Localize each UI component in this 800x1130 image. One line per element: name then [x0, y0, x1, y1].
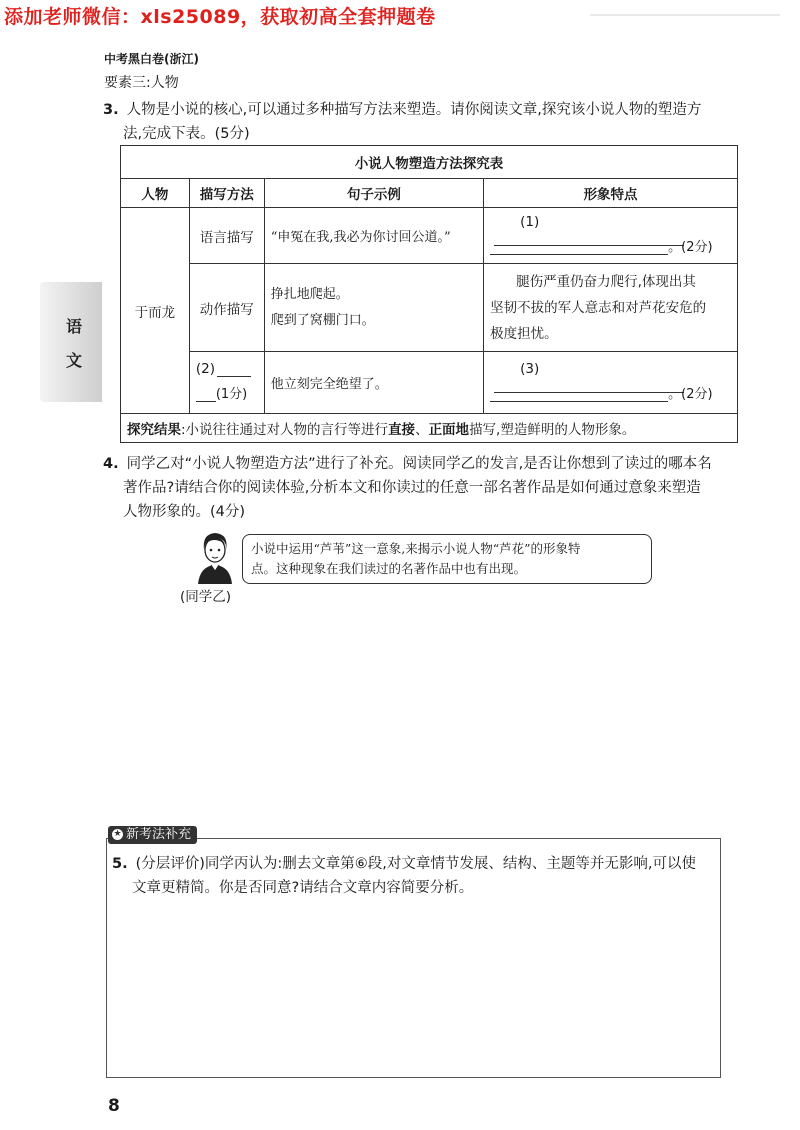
q3-line-2: 法,完成下表。(5分)	[123, 126, 250, 142]
row2-example-line-2: 爬到了窝棚门口。	[270, 312, 375, 328]
blank-3-label: (3)	[520, 360, 540, 377]
blank-1-label: (1)	[520, 213, 540, 230]
result-row	[121, 414, 738, 443]
watermark-banner: 添加老师微信：xls25089，获取初高全套押题卷	[4, 6, 436, 28]
bubble-line-2: 点。这种现象在我们读过的名著作品中也有出现。	[251, 561, 527, 576]
question-5	[112, 852, 717, 900]
blank-2-line-a	[217, 376, 251, 377]
box-dashed-top	[203, 838, 720, 839]
row2-trait-line-3: 极度担忧。	[490, 325, 558, 342]
side-tab-char-1: 语	[66, 317, 83, 336]
q3-line-1: 人物是小说的核心,可以通过多种描写方法来塑造。请你阅读文章,探究该小说人物的塑造方	[126, 102, 702, 118]
book-header: 中考黑白卷(浙江)	[104, 52, 199, 66]
header-method: 描写方法	[189, 179, 264, 208]
blank-3-score: 。(2分)	[668, 386, 713, 402]
header-trait: 形象特点	[484, 179, 738, 208]
result-text-a: :小说往往通过对人物的言行等进行	[181, 422, 389, 438]
result-bold-2: 正面地	[428, 422, 470, 438]
row2-example	[264, 264, 483, 352]
question-3	[103, 98, 743, 146]
bubble-line-1: 小说中运用“芦苇”这一意象,来揭示小说人物“芦花”的形象特	[251, 541, 581, 556]
q5-line-1: (分层评价)同学丙认为:删去文章第⑥段,对文章情节发展、结构、主题等并无影响,可以使	[135, 856, 697, 872]
blank-2-score: (1分)	[215, 386, 248, 402]
row1-trait-blank[interactable]	[484, 208, 738, 264]
row2-trait-line-2: 坚韧不拔的军人意志和对芦花安危的	[490, 299, 707, 316]
row2-method: 动作描写	[189, 264, 264, 352]
character-name: 于而龙	[121, 208, 190, 414]
result-text-b: 描写,塑造鲜明的人物形象。	[469, 422, 636, 438]
q4-line-1: 同学乙对“小说人物塑造方法”进行了补充。阅读同学乙的发言,是否让你想到了读过的哪本名	[126, 456, 712, 472]
speech-bubble	[242, 534, 652, 584]
question-4	[103, 452, 743, 524]
result-sep: 、	[415, 422, 429, 438]
page-number: 8	[108, 1096, 120, 1116]
row2-example-line-1: 挣扎地爬起。	[270, 286, 349, 302]
new-method-tag	[108, 826, 197, 844]
row3-trait-blank[interactable]	[484, 352, 738, 414]
student-avatar	[192, 528, 238, 584]
row3-method-blank[interactable]	[189, 352, 264, 414]
section-title: 要素三:人物	[104, 75, 179, 91]
blank-1-line-b	[490, 254, 668, 255]
blank-2-label: (2)	[195, 360, 215, 377]
q4-number: 4.	[103, 456, 119, 472]
blank-3-line-b	[490, 401, 668, 402]
q4-line-3: 人物形象的。(4分)	[123, 504, 246, 520]
blank-2-line-b	[196, 401, 216, 402]
character-method-table	[120, 145, 738, 443]
blank-1-score: 。(2分)	[668, 239, 713, 255]
row2-trait-line-1: 腿伤严重仍奋力爬行,体现出其	[516, 273, 696, 290]
avatar-caption: (同学乙)	[180, 589, 232, 605]
new-method-label: 新考法补充	[126, 827, 192, 842]
q4-line-2: 著作品?请结合你的阅读体验,分析本文和你读过的任意一部名著作品是如何通过意象来塑造	[123, 480, 701, 496]
q5-line-2: 文章更精简。你是否同意?请结合文章内容简要分析。	[132, 880, 474, 896]
q5-number: 5.	[112, 856, 128, 872]
header-character: 人物	[121, 179, 190, 208]
result-bold-1: 直接	[388, 422, 416, 438]
subject-side-tab	[40, 282, 102, 402]
result-label: 探究结果	[127, 422, 181, 438]
side-tab-char-2: 文	[66, 351, 83, 370]
row2-trait	[484, 264, 738, 352]
row1-method: 语言描写	[189, 208, 264, 264]
q3-number: 3.	[103, 102, 119, 118]
header-example: 句子示例	[264, 179, 483, 208]
top-rule	[590, 14, 780, 16]
badge-icon: ★	[113, 829, 122, 839]
table-title: 小说人物塑造方法探究表	[121, 146, 738, 179]
row3-example: 他立刻完全绝望了。	[264, 352, 483, 414]
row1-example: “申冤在我,我必为你讨回公道。”	[264, 208, 483, 264]
